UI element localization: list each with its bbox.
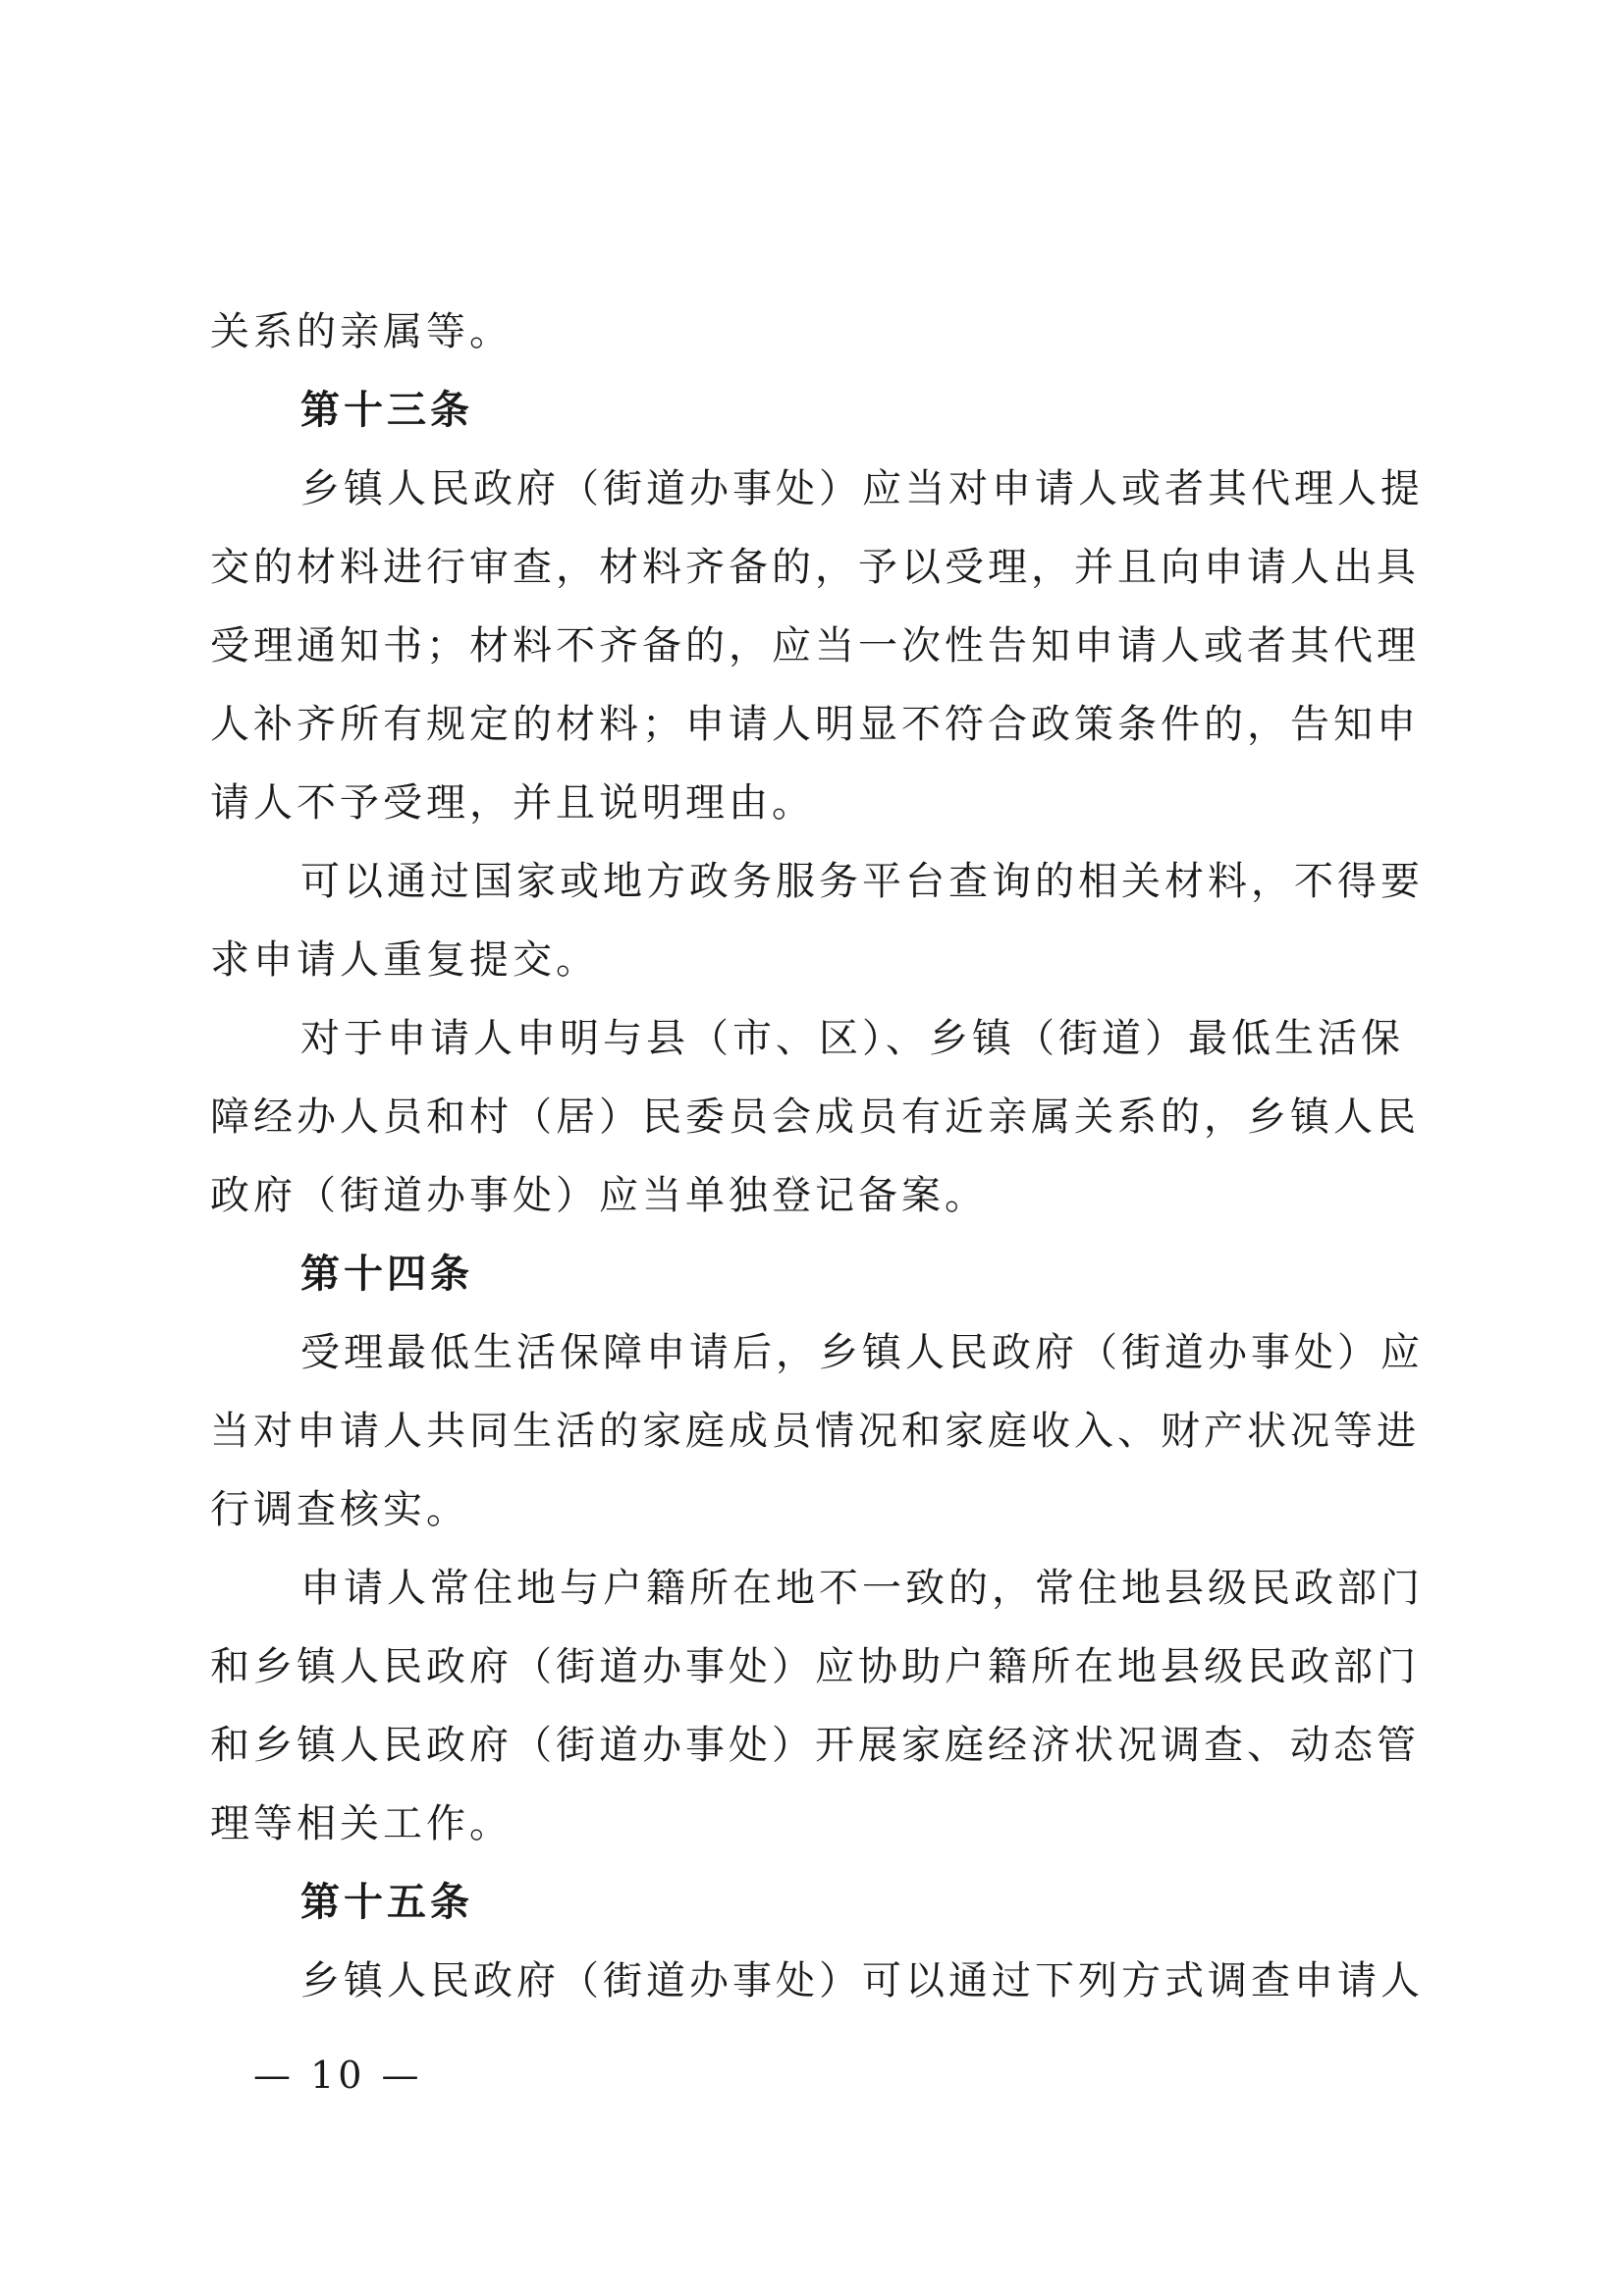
article-14-heading: 第十四条 — [300, 1252, 473, 1297]
paragraph-line: 乡镇人民政府（街道办事处）可以通过下列方式调查申请人 — [300, 1958, 1424, 2003]
paragraph-line: 受理最低生活保障申请后，乡镇人民政府（街道办事处）应 — [300, 1330, 1424, 1375]
paragraph-line: 障经办人员和村（居）民委员会成员有近亲属关系的，乡镇人民 — [210, 1095, 1420, 1140]
paragraph-line: 政府（街道办事处）应当单独登记备案。 — [210, 1173, 988, 1218]
paragraph-line: 和乡镇人民政府（街道办事处）开展家庭经济状况调查、动态管 — [210, 1723, 1420, 1768]
paragraph-line: 求申请人重复提交。 — [210, 937, 599, 983]
article-body — [210, 293, 1428, 2020]
paragraph-line: 人补齐所有规定的材料；申请人明显不符合政策条件的，告知申 — [210, 702, 1420, 747]
paragraph-line: 受理通知书；材料不齐备的，应当一次性告知申请人或者其代理 — [210, 623, 1420, 668]
paragraph-line: 申请人常住地与户籍所在地不一致的，常住地县级民政部门 — [300, 1566, 1424, 1611]
paragraph-line: 关系的亲属等。 — [210, 309, 513, 354]
article-15-heading: 第十五条 — [300, 1880, 473, 1925]
paragraph-line: 理等相关工作。 — [210, 1801, 513, 1846]
article-13-heading: 第十三条 — [300, 388, 473, 433]
page-number: — 10 — — [253, 2054, 423, 2097]
paragraph-line: 可以通过国家或地方政务服务平台查询的相关材料，不得要 — [300, 859, 1424, 904]
paragraph-line: 请人不予受理，并且说明理由。 — [210, 780, 815, 826]
paragraph-line: 当对申请人共同生活的家庭成员情况和家庭收入、财产状况等进 — [210, 1409, 1420, 1454]
paragraph-line: 对于申请人申明与县（市、区）、乡镇（街道）最低生活保 — [300, 1016, 1404, 1061]
paragraph-line: 行调查核实。 — [210, 1487, 469, 1532]
paragraph-line: 乡镇人民政府（街道办事处）应当对申请人或者其代理人提 — [300, 466, 1424, 511]
paragraph-line: 交的材料进行审查，材料齐备的，予以受理，并且向申请人出具 — [210, 545, 1420, 590]
paragraph-line: 和乡镇人民政府（街道办事处）应协助户籍所在地县级民政部门 — [210, 1644, 1420, 1689]
